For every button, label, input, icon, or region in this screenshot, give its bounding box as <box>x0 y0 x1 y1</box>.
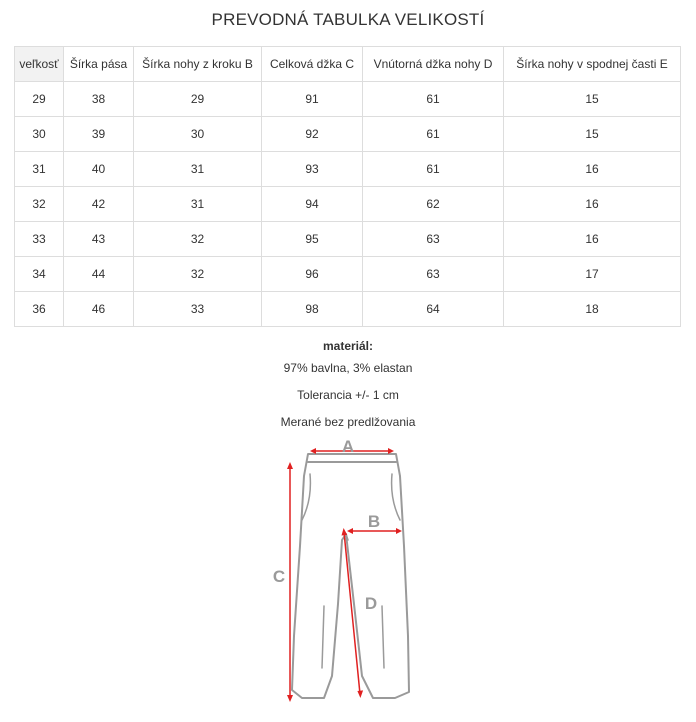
measurement-note: Merané bez predlžovania <box>280 415 416 429</box>
table-row <box>15 257 681 292</box>
table-cell: 17 <box>504 257 681 292</box>
table-cell: 46 <box>64 292 134 327</box>
table-cell: 63 <box>363 222 504 257</box>
table-cell: 32 <box>134 222 262 257</box>
table-cell: 34 <box>15 257 64 292</box>
page-title: PREVODNÁ TABULKA VELIKOSTÍ <box>211 10 485 29</box>
table-cell: 44 <box>64 257 134 292</box>
trousers-outline <box>292 454 409 698</box>
table-row <box>15 292 681 327</box>
table-cell: 32 <box>15 187 64 222</box>
table-cell: 16 <box>504 222 681 257</box>
table-cell: 30 <box>134 117 262 152</box>
table-row <box>15 187 681 222</box>
table-cell: 16 <box>504 152 681 187</box>
table-cell: 36 <box>15 292 64 327</box>
table-header-row <box>15 47 681 82</box>
label-b: B <box>367 512 381 531</box>
header-hem-width: Šírka nohy v spodnej časti E <box>504 47 681 82</box>
material-composition: 97% bavlna, 3% elastan <box>283 361 413 375</box>
measurement-labels <box>273 437 380 613</box>
table-cell: 94 <box>262 187 363 222</box>
header-size: veľkosť <box>15 47 64 82</box>
table-cell: 15 <box>504 82 681 117</box>
label-a: A <box>341 437 355 456</box>
table-cell: 61 <box>363 117 504 152</box>
table-cell: 29 <box>15 82 64 117</box>
table-cell: 38 <box>64 82 134 117</box>
table-row <box>15 117 681 152</box>
table-row <box>15 222 681 257</box>
table-cell: 91 <box>262 82 363 117</box>
table-cell: 18 <box>504 292 681 327</box>
table-cell: 33 <box>134 292 262 327</box>
table-cell: 61 <box>363 82 504 117</box>
table-cell: 29 <box>134 82 262 117</box>
table-cell: 95 <box>262 222 363 257</box>
arrow-d <box>344 532 360 694</box>
table-cell: 96 <box>262 257 363 292</box>
table-cell: 61 <box>363 152 504 187</box>
table-cell: 16 <box>504 187 681 222</box>
material-heading: materiál: <box>322 339 374 353</box>
table-cell: 43 <box>64 222 134 257</box>
header-waist-width: Šírka pása <box>64 47 134 82</box>
table-cell: 93 <box>262 152 363 187</box>
table-cell: 31 <box>15 152 64 187</box>
table-cell: 64 <box>363 292 504 327</box>
table-cell: 30 <box>15 117 64 152</box>
table-cell: 92 <box>262 117 363 152</box>
trousers-diagram <box>262 436 432 710</box>
table-cell: 31 <box>134 152 262 187</box>
label-d: D <box>364 594 378 613</box>
table-cell: 31 <box>134 187 262 222</box>
size-table <box>14 46 681 327</box>
table-cell: 63 <box>363 257 504 292</box>
table-cell: 15 <box>504 117 681 152</box>
table-cell: 32 <box>134 257 262 292</box>
table-cell: 98 <box>262 292 363 327</box>
table-cell: 40 <box>64 152 134 187</box>
table-row <box>15 82 681 117</box>
table-cell: 42 <box>64 187 134 222</box>
header-crotch-leg-width: Šírka nohy z kroku B <box>134 47 262 82</box>
header-total-length: Celková džka C <box>262 47 363 82</box>
table-cell: 33 <box>15 222 64 257</box>
table-row <box>15 152 681 187</box>
header-inner-leg-length: Vnútorná džka nohy D <box>363 47 504 82</box>
label-c: C <box>272 567 286 586</box>
table-cell: 62 <box>363 187 504 222</box>
tolerance-note: Tolerancia +/- 1 cm <box>297 388 399 402</box>
table-cell: 39 <box>64 117 134 152</box>
